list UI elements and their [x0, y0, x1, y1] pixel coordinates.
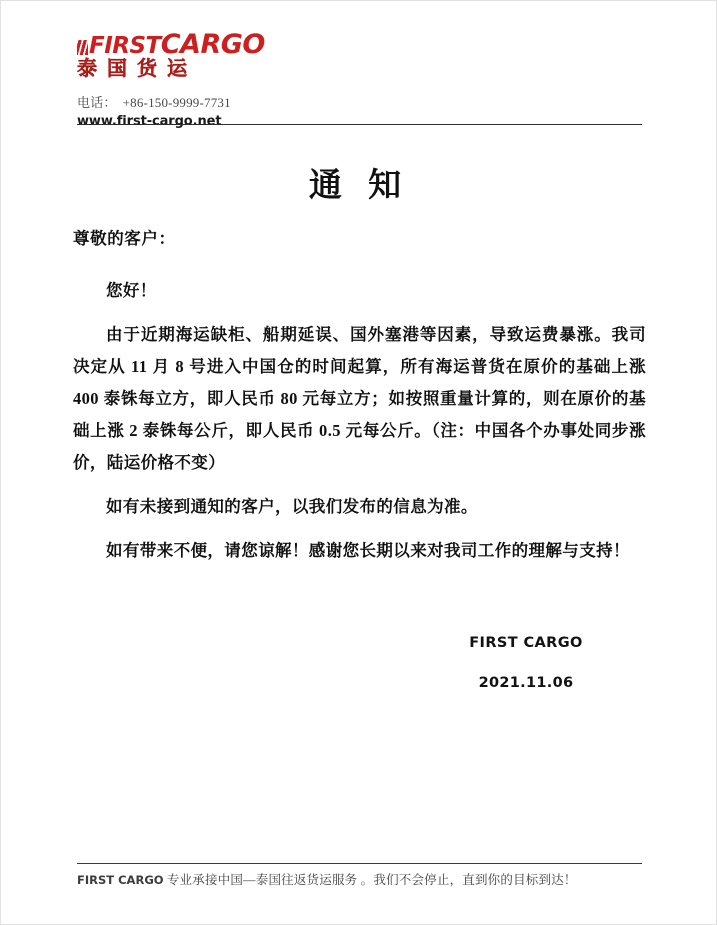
- paragraph-notice-reference: 如有未接到通知的客户，以我们发布的信息为准。: [106, 497, 478, 516]
- header-divider: [77, 124, 642, 125]
- company-logo: [77, 31, 642, 82]
- contact-website: www.first-cargo.net: [77, 114, 222, 129]
- signature-date: 2021.11.06: [478, 675, 574, 691]
- spacer: [73, 307, 646, 319]
- salutation: 尊敬的客户：: [73, 229, 176, 248]
- logo-chinese-name: 泰国货运: [77, 56, 197, 80]
- logo-wordmark: [77, 29, 642, 60]
- phone-number: +86-150-9999-7731: [122, 95, 231, 110]
- footer-tagline: 专业承接中国—泰国往返货运服务 。我们不会停止，直到你的目标到达！: [166, 873, 577, 887]
- logo-speed-slash-icon: [77, 40, 88, 55]
- spacer: [73, 255, 646, 275]
- paragraph-rate-increase: 由于近期海运缺柜、船期延误、国外塞港等因素，导致运费暴涨。我司决定从 11 月 8 号进入中国仓的时间起算，所有海运普货在原价的基础上涨 400 泰铢每立方，即人民币 80 元每立方；如按照重量计算的，则在原价的基础上涨 2 泰铢每公斤，即人民币 0.5 元每公斤。（注：中国各个办事处同步涨价，陆运价格不变）: [73, 325, 646, 472]
- paragraph-apology: 如有带来不便，请您谅解！感谢您长期以来对我司工作的理解与支持！: [106, 541, 630, 560]
- signature-block: [401, 635, 651, 691]
- letterhead: [77, 31, 642, 129]
- footer-divider: [77, 863, 642, 864]
- phone-label: 电话：: [77, 95, 117, 110]
- footer: [77, 870, 677, 888]
- footer-brand: FIRST CARGO: [77, 873, 164, 887]
- logo-word-cargo: CARGO: [160, 29, 265, 60]
- signature-company: FIRST CARGO: [469, 635, 583, 651]
- spacer: [73, 523, 646, 535]
- spacer: [73, 479, 646, 491]
- page-title: 通 知: [308, 168, 411, 204]
- document-body: [73, 223, 646, 567]
- contact-phone: [77, 92, 642, 111]
- logo-word-first: FIRST: [89, 33, 161, 59]
- greeting: 您好！: [106, 281, 157, 300]
